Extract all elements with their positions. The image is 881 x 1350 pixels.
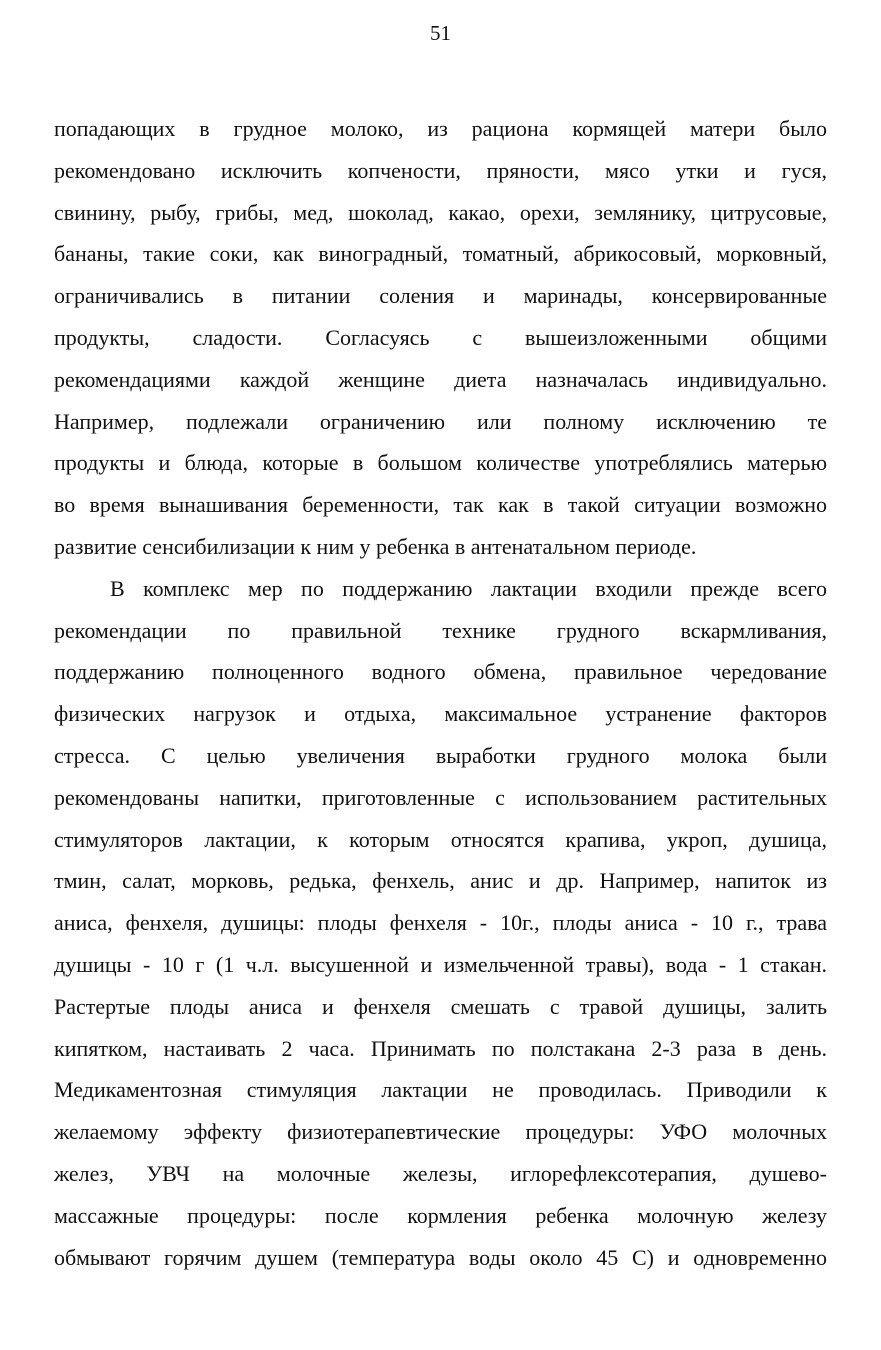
- text-line: продукты и блюда, которые в большом количестве употреблялись матерью: [54, 450, 827, 476]
- text-line: продукты, сладости. Согласуясь с вышеизложенными общими: [54, 324, 827, 350]
- text-line: стресса. С целью увеличения выработки грудного молока были: [54, 742, 827, 768]
- page-number: 51: [430, 21, 451, 45]
- text-line: тмин, салат, морковь, редька, фенхель, анис и др. Например, напиток из: [54, 868, 827, 894]
- text-line: ограничивались в питании соления и маринады, консервированные: [54, 283, 827, 309]
- text-line: во время вынашивания беременности, так как в такой ситуации возможно: [54, 492, 827, 518]
- text-line: Медикаментозная стимуляция лактации не проводилась. Приводили к: [54, 1077, 827, 1103]
- text-line: физических нагрузок и отдыха, максимальное устранение факторов: [54, 701, 827, 727]
- text-line: кипятком, настаивать 2 часа. Принимать по полстакана 2-3 раза в день.: [54, 1035, 827, 1061]
- text-line: душицы - 10 г (1 ч.л. высушенной и измельченной травы), вода - 1 стакан.: [54, 951, 827, 977]
- text-line: поддержанию полноценного водного обмена, правильное чередование: [54, 659, 827, 685]
- text-line: рекомендации по правильной технике грудного вскармливания,: [54, 617, 827, 643]
- text-line: аниса, фенхеля, душицы: плоды фенхеля - 10г., плоды аниса - 10 г., трава: [54, 910, 827, 936]
- text-line: попадающих в грудное молоко, из рациона кормящей матери было: [54, 116, 827, 141]
- text-line: желез, УВЧ на молочные железы, иглорефлексотерапия, душево-: [54, 1160, 827, 1186]
- text-line: В комплекс мер по поддержанию лактации входили прежде всего: [110, 575, 827, 601]
- text-line: бананы, такие соки, как виноградный, томатный, абрикосовый, морковный,: [54, 241, 827, 267]
- body-text: [54, 108, 827, 1278]
- text-line: рекомендациями каждой женщине диета назначалась индивидуально.: [54, 366, 827, 392]
- text-line: свинину, рыбу, грибы, мед, шоколад, какао, орехи, землянику, цитрусовые,: [54, 199, 827, 225]
- text-line: обмывают горячим душем (температура воды около 45 С) и одновременно: [54, 1244, 827, 1270]
- text-line: рекомендованы напитки, приготовленные с использованием растительных: [54, 784, 827, 810]
- text-line: рекомендовано исключить копчености, пряности, мясо утки и гуся,: [54, 157, 827, 183]
- text-line: Например, подлежали ограничению или полному исключению те: [54, 408, 827, 434]
- text-line: развитие сенсибилизации к ним у ребенка в антенатальном периоде.: [54, 533, 697, 559]
- text-line: Растертые плоды аниса и фенхеля смешать с травой душицы, залить: [54, 993, 827, 1019]
- text-line: массажные процедуры: после кормления ребенка молочную железу: [54, 1202, 827, 1228]
- text-line: стимуляторов лактации, к которым относятся крапива, укроп, душица,: [54, 826, 827, 852]
- text-line: желаемому эффекту физиотерапевтические процедуры: УФО молочных: [54, 1119, 827, 1145]
